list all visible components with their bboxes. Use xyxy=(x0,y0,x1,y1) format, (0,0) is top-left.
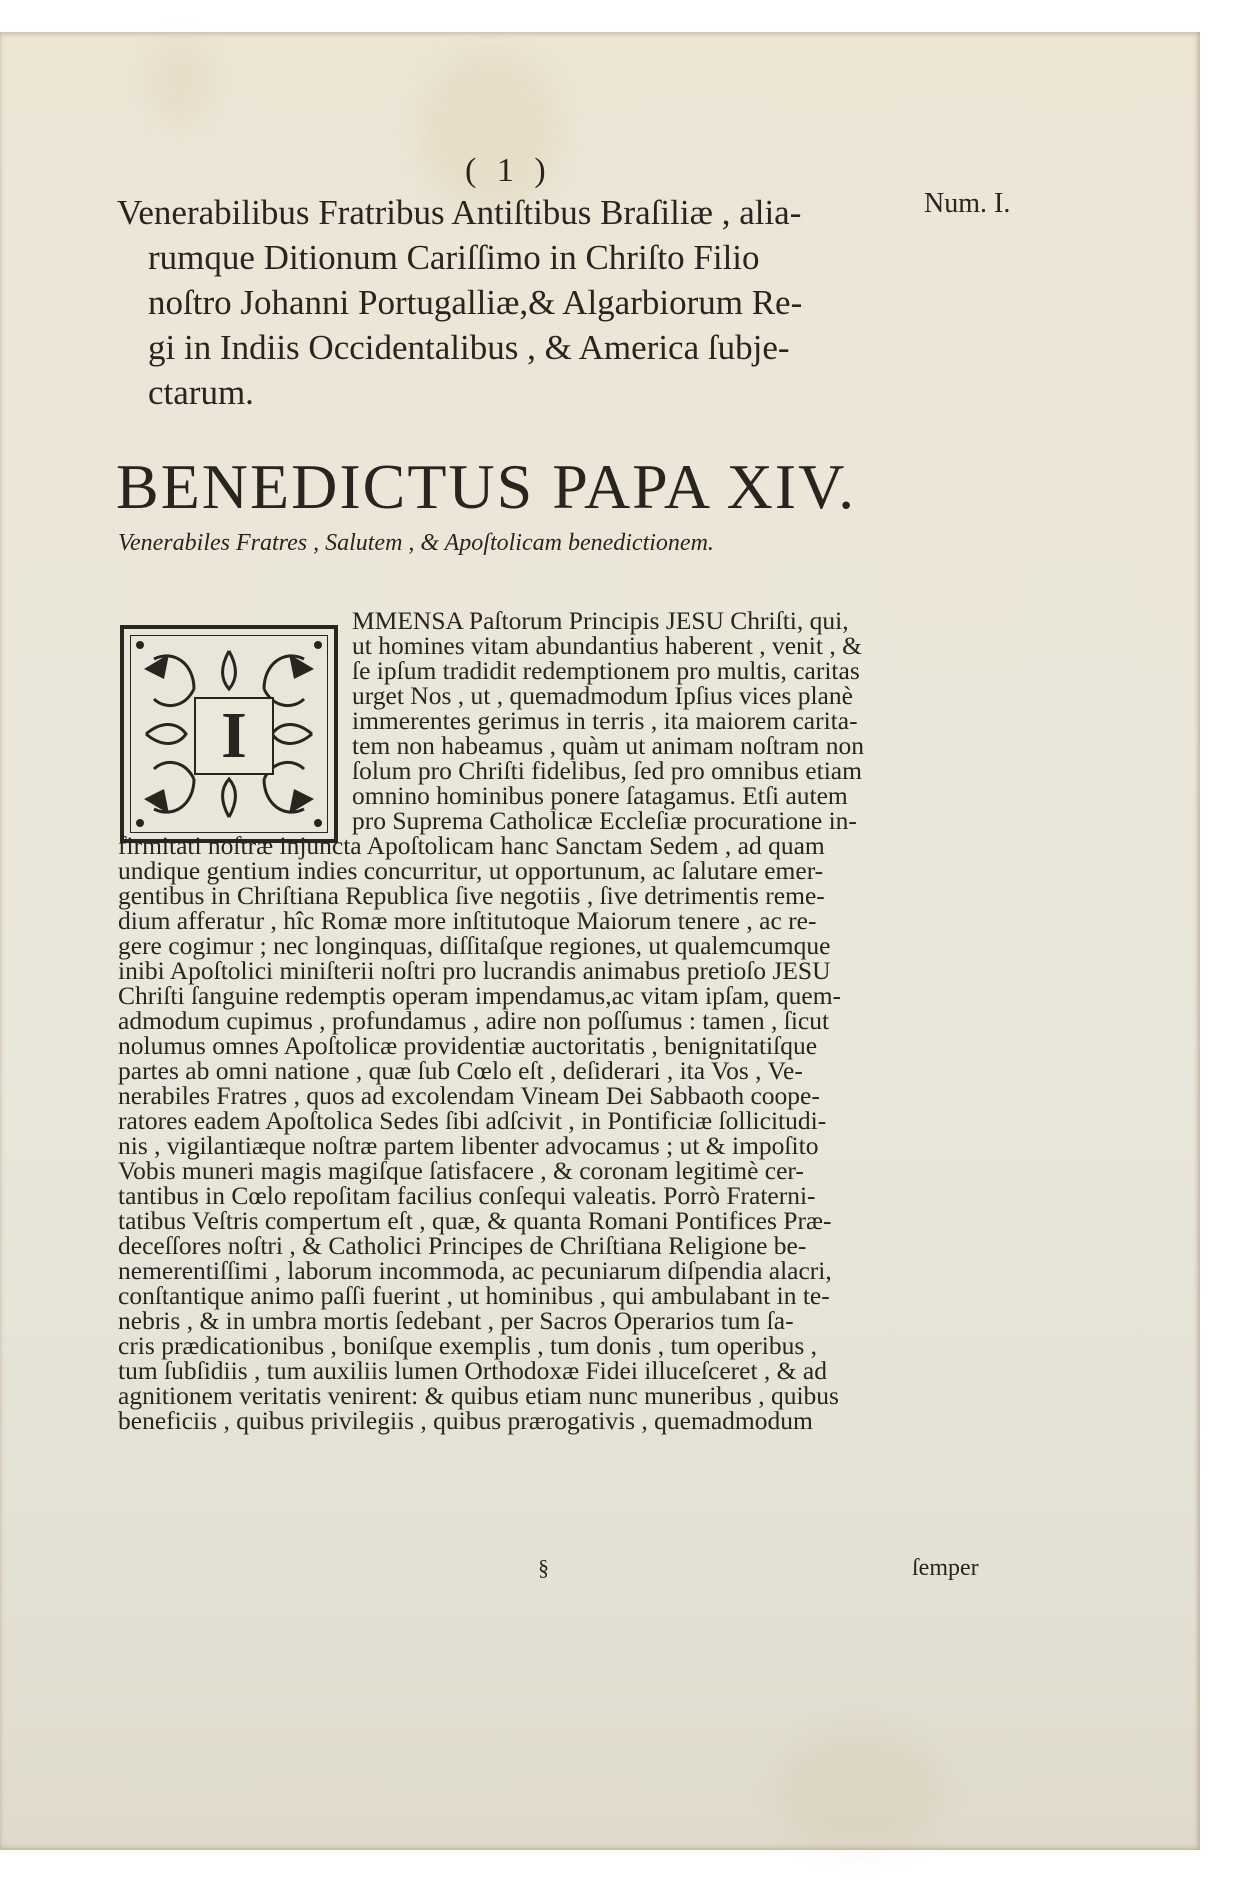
body-line: immerentes gerimus in terris , ita maiorem carita- xyxy=(352,706,858,735)
body-line: tatibus Veſtris compertum eſt , quæ, & quanta Romani Pontifices Præ- xyxy=(118,1206,832,1235)
paper-stain xyxy=(780,1732,940,1852)
body-line: agnitionem veritatis venirent: & quibus etiam nunc muneribus , quibus xyxy=(118,1381,839,1410)
body-line: nemerentiſſimi , laborum incommoda, ac pecuniarum diſpendia alacri, xyxy=(118,1256,832,1285)
body-line: nolumus omnes Apoſtolicæ providentiæ auctoritatis , benignitatiſque xyxy=(118,1031,818,1060)
body-line: beneficiis , quibus privilegiis , quibus prærogativis , quemadmodum xyxy=(118,1406,813,1435)
body-line: undique gentium indies concurritur, ut opportunum, ac ſalutare emer- xyxy=(118,856,824,885)
body-line: firmitati noſtræ injuncta Apoſtolicam hanc Sanctam Sedem , ad quam xyxy=(118,831,825,860)
drop-cap-letter-box xyxy=(194,697,274,775)
body-line: ratores eadem Apoſtolica Sedes ſibi adſcivit , in Pontificiæ ſollicitudi- xyxy=(118,1106,827,1135)
body-line: Vobis muneri magis magiſque ſatisfacere , & coronam legitimè cer- xyxy=(118,1156,804,1185)
body-line: dium afferatur , hîc Romæ more inſtitutoque Maiorum tenere , ac re- xyxy=(118,906,817,935)
paper-stain xyxy=(150,42,210,122)
signature-mark: § xyxy=(538,1555,549,1580)
ornamental-drop-cap xyxy=(120,625,338,843)
address-line: noſtro Johanni Portugalliæ,& Algarbiorum Re- xyxy=(148,283,803,322)
body-line: nerabiles Fratres , quos ad excolendam Vineam Dei Sabbaoth coope- xyxy=(118,1081,820,1110)
address-line: ctarum. xyxy=(148,373,254,412)
body-line: cris prædicationibus , boniſque exemplis , tum donis , tum operibus , xyxy=(118,1331,818,1360)
body-line: MMENSA Paſtorum Principis JESU Chriſti, qui, xyxy=(352,606,849,635)
body-line: pro Suprema Catholicæ Eccleſiæ procuratione in- xyxy=(352,806,857,835)
body-line: Chriſti ſanguine redemptis operam impendamus,ac vitam ipſam, quem- xyxy=(118,981,842,1010)
page-number: ( 1 ) xyxy=(465,152,552,189)
body-line: partes ab omni natione , quæ ſub Cœlo eſt , deſiderari , ita Vos , Ve- xyxy=(118,1056,803,1085)
body-line: nis , vigilantiæque noſtræ partem libenter advocamus ; ut & impoſito xyxy=(118,1131,819,1160)
body-line: nebris , & in umbra mortis ſedebant , per Sacros Operarios tum ſa- xyxy=(118,1306,794,1335)
body-line: ſe ipſum tradidit redemptionem pro multis, caritas xyxy=(352,656,860,685)
address-line: Venerabilibus Fratribus Antiſtibus Braſiliæ , alia- xyxy=(117,193,802,232)
catchword: ſemper xyxy=(912,1555,979,1581)
body-line: admodum cupimus , profundamus , adire non poſſumus : tamen , ſicut xyxy=(118,1006,830,1035)
body-line: tantibus in Cœlo repoſitam facilius conſequi valeatis. Porrò Fraterni- xyxy=(118,1181,816,1210)
marginal-number-label: Num. I. xyxy=(924,188,1011,219)
body-line: urget Nos , ut , quemadmodum Ipſius vices planè xyxy=(352,681,853,710)
salutation: Venerabiles Fratres , Salutem , & Apoſtolicam benedictionem. xyxy=(118,530,714,556)
body-line: tum ſubſidiis , tum auxiliis lumen Orthodoxæ Fidei illuceſceret , & ad xyxy=(118,1356,827,1385)
body-line: deceſſores noſtri , & Catholici Principes de Chriſtiana Religione be- xyxy=(118,1231,807,1260)
body-line: gentibus in Chriſtiana Republica ſive negotiis , ſive detrimentis reme- xyxy=(118,881,825,910)
address-line: rumque Ditionum Cariſſimo in Chriſto Filio xyxy=(148,238,760,277)
body-line: gere cogimur ; nec longinquas, diſſitaſque regiones, ut qualemcumque xyxy=(118,931,831,960)
document-title: BENEDICTUS PAPA XIV. xyxy=(116,451,857,522)
body-line: tem non habeamus , quàm ut animam noſtram non xyxy=(352,731,865,760)
body-line: ut homines vitam abundantius haberent , venit , & xyxy=(352,631,862,660)
body-line: omnino hominibus ponere ſatagamus. Etſi autem xyxy=(352,781,848,810)
drop-cap-letter: I xyxy=(221,699,247,772)
body-line: conſtantique animo paſſi fuerint , ut hominibus , qui ambulabant in te- xyxy=(118,1281,830,1310)
address-line: gi in Indiis Occidentalibus , & America ſubje- xyxy=(148,328,790,367)
body-line: ſolum pro Chriſti fidelibus, ſed pro omnibus etiam xyxy=(352,756,862,785)
body-line: inibi Apoſtolici miniſterii noſtri pro lucrandis animabus pretioſo JESU xyxy=(118,956,831,985)
